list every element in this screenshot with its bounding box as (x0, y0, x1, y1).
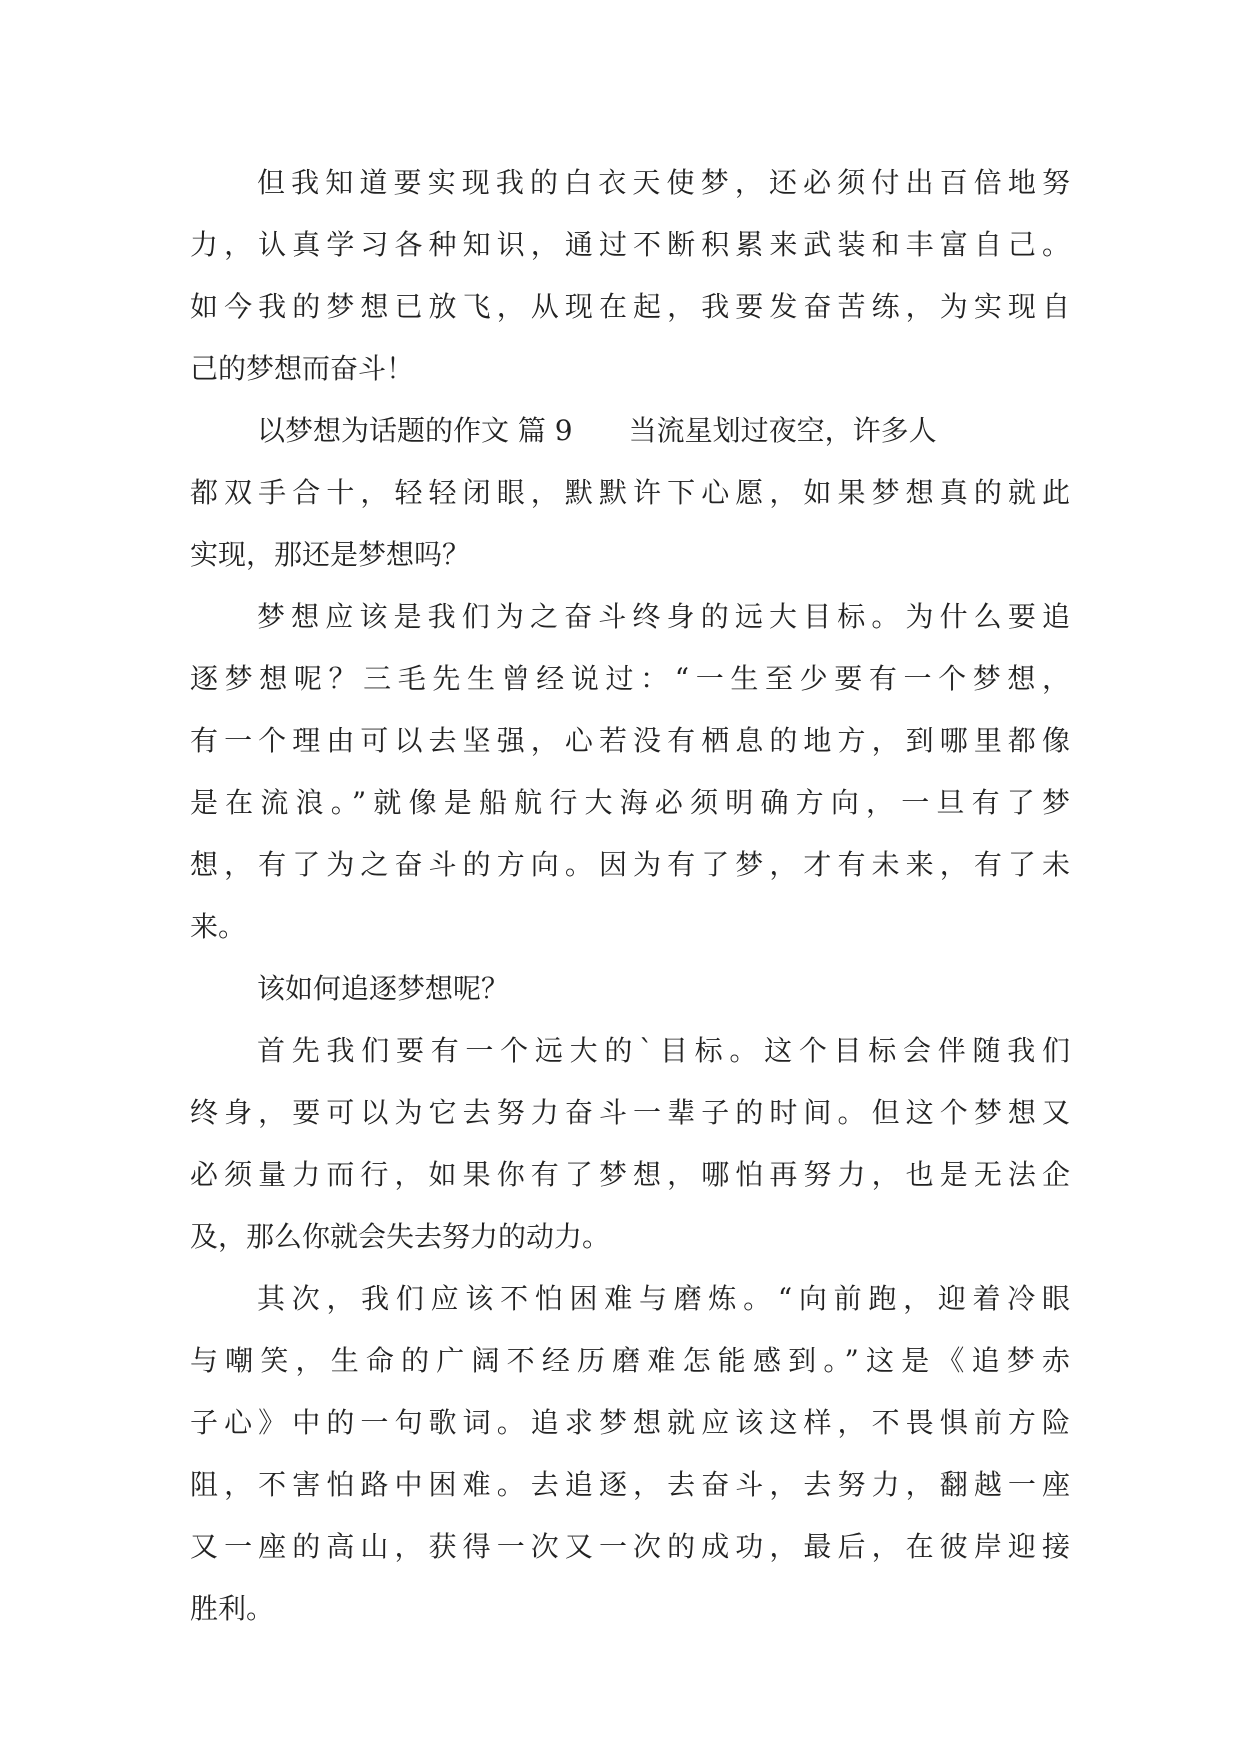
text-line: 胜利。 (190, 1592, 275, 1625)
paragraph-how-to-chase (190, 958, 1070, 1020)
text-line: 其次，我们应该不怕困难与磨炼。“向前跑，迎着冷眼 (257, 1282, 1070, 1315)
text-line: 与嘲笑，生命的广阔不经历磨难怎能感到。”这是《追梦赤 (190, 1344, 1070, 1377)
text-line: 己的梦想而奋斗！ (190, 352, 415, 385)
text-line: 但我知道要实现我的白衣天使梦，还必须付出百倍地努 (257, 166, 1070, 199)
text-line: 逐梦想呢？三毛先生曾经说过：“一生至少要有一个梦想， (190, 662, 1070, 695)
paragraph-white-angel-dream (190, 152, 1070, 400)
text-line: 实现，那还是梦想吗？ (190, 538, 471, 571)
paragraph-first (190, 1020, 1070, 1268)
text-line: 又一座的高山，获得一次又一次的成功，最后，在彼岸迎接 (190, 1530, 1070, 1563)
text-line: 来。 (190, 910, 247, 943)
text-line: 梦想应该是我们为之奋斗终身的远大目标。为什么要追 (257, 600, 1070, 633)
text-line: 力，认真学习各种知识，通过不断积累来武装和丰富自己。 (190, 228, 1070, 261)
text-line: 终身，要可以为它去努力奋斗一辈子的时间。但这个梦想又 (190, 1096, 1070, 1129)
paragraph-essay-9 (190, 400, 1070, 586)
text-line: 想，有了为之奋斗的方向。因为有了梦，才有未来，有了未 (190, 848, 1070, 881)
text-line: 如今我的梦想已放飞，从现在起，我要发奋苦练，为实现自 (190, 290, 1070, 323)
paragraph-second (190, 1268, 1070, 1640)
essay-heading: 以梦想为话题的作文 篇 9 (257, 414, 573, 447)
text-line (190, 400, 1070, 462)
essay-body (190, 152, 1070, 1640)
text-line: 阻，不害怕路中困难。去追逐，去奋斗，去努力，翻越一座 (190, 1468, 1070, 1501)
text-line: 首先我们要有一个远大的`目标。这个目标会伴随我们 (257, 1034, 1070, 1067)
text-line-rest: 当流星划过夜空，许多人 (628, 414, 937, 447)
text-line: 子心》中的一句歌词。追求梦想就应该这样，不畏惧前方险 (190, 1406, 1070, 1439)
text-line: 该如何追逐梦想呢？ (257, 972, 510, 1005)
paragraph-dream-goal (190, 586, 1070, 958)
text-line: 及，那么你就会失去努力的动力。 (190, 1220, 611, 1253)
text-line: 都双手合十，轻轻闭眼，默默许下心愿，如果梦想真的就此 (190, 476, 1070, 509)
text-line: 是在流浪。”就像是船航行大海必须明确方向，一旦有了梦 (190, 786, 1070, 819)
text-line: 必须量力而行，如果你有了梦想，哪怕再努力，也是无法企 (190, 1158, 1070, 1191)
text-line: 有一个理由可以去坚强，心若没有栖息的地方，到哪里都像 (190, 724, 1070, 757)
